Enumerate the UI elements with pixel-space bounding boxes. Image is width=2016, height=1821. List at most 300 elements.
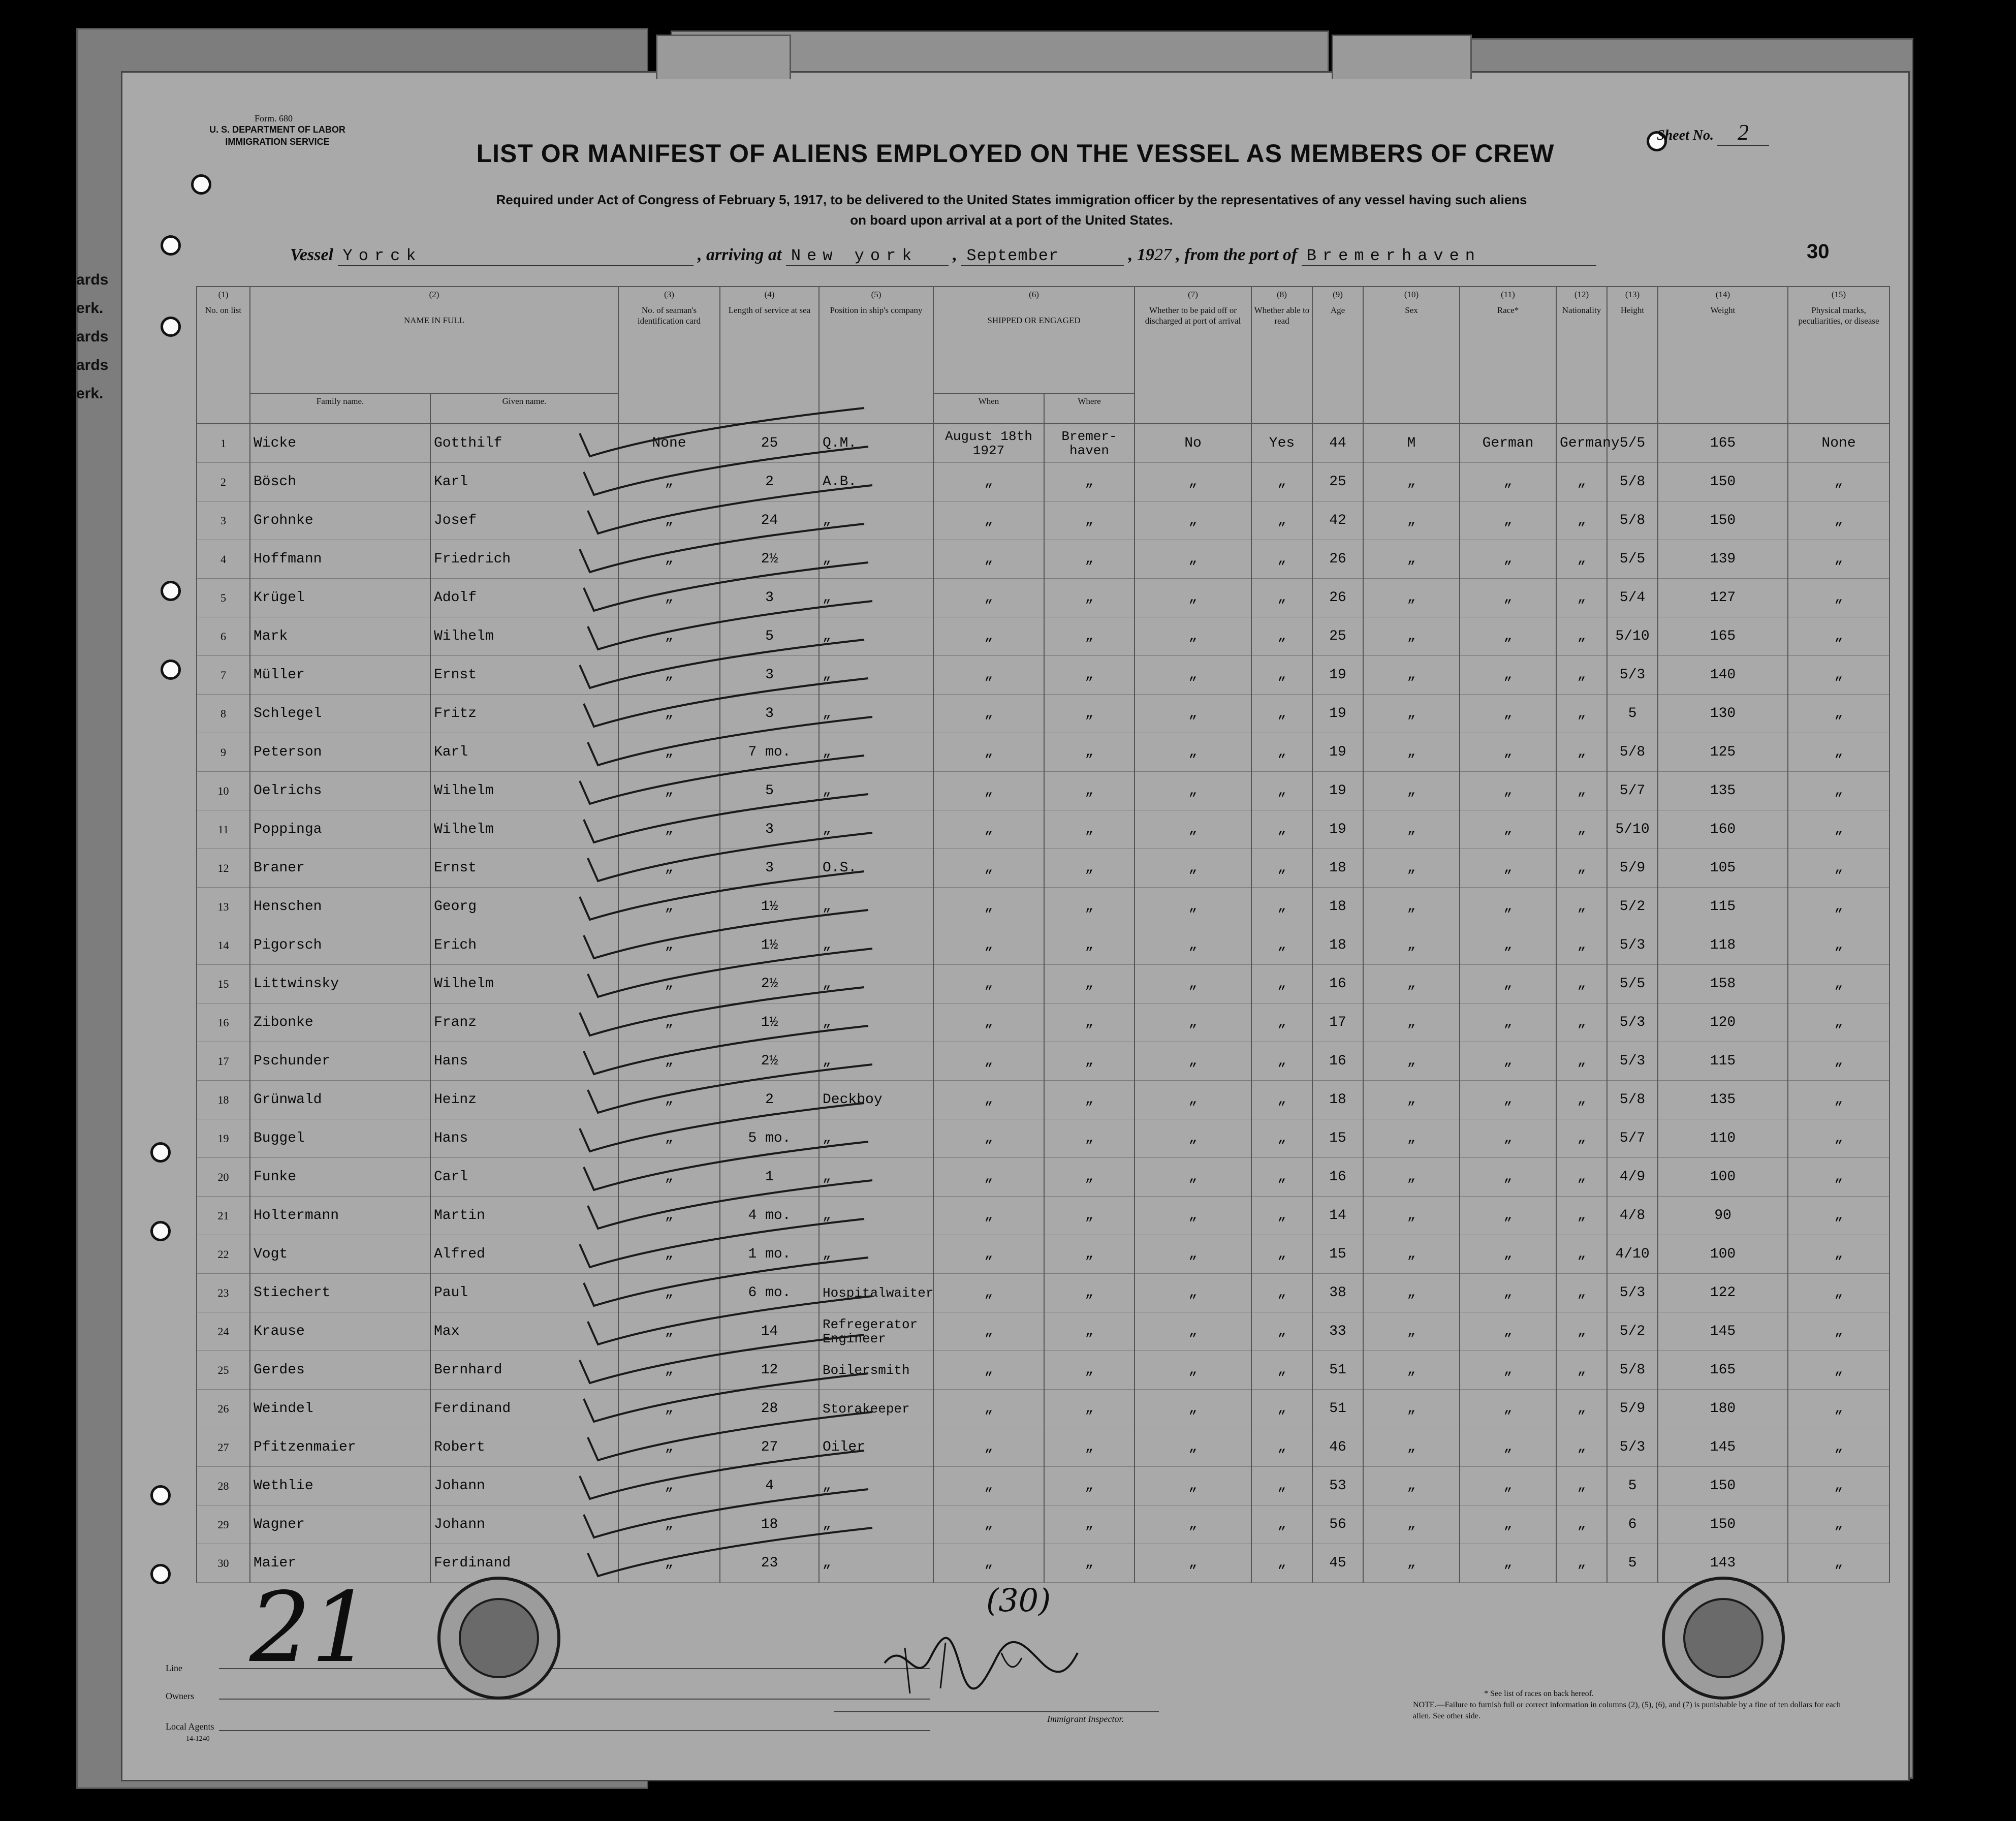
cell-card: „ bbox=[618, 1158, 720, 1197]
cell-no: 8 bbox=[197, 695, 250, 733]
cell-read: „ bbox=[1251, 1158, 1312, 1197]
cell-paid: „ bbox=[1135, 1351, 1251, 1390]
cell-read: „ bbox=[1251, 1042, 1312, 1081]
cell-read: „ bbox=[1251, 501, 1312, 540]
cell-service: 5 bbox=[720, 772, 819, 810]
cell-where: „ bbox=[1044, 1119, 1135, 1158]
cell-race: „ bbox=[1460, 926, 1556, 965]
cell-height: 5/4 bbox=[1607, 579, 1658, 617]
cell-age: 26 bbox=[1312, 540, 1363, 579]
inspector-rule bbox=[834, 1711, 1159, 1712]
cell-height: 6 bbox=[1607, 1505, 1658, 1544]
cell-race: „ bbox=[1460, 1390, 1556, 1428]
cell-age: 42 bbox=[1312, 501, 1363, 540]
cell-position: „ bbox=[819, 540, 933, 579]
cell-given: Hans bbox=[430, 1119, 618, 1158]
cell-weight: 127 bbox=[1658, 579, 1788, 617]
cell-read: „ bbox=[1251, 1119, 1312, 1158]
cell-weight: 145 bbox=[1658, 1428, 1788, 1467]
cell-weight: 150 bbox=[1658, 463, 1788, 501]
cell-when: „ bbox=[933, 1003, 1044, 1042]
cell-sex: „ bbox=[1363, 1042, 1460, 1081]
cell-paid: „ bbox=[1135, 1197, 1251, 1235]
cell-when: „ bbox=[933, 810, 1044, 849]
cell-paid: „ bbox=[1135, 1428, 1251, 1467]
cell-where: „ bbox=[1044, 1544, 1135, 1583]
cell-no: 5 bbox=[197, 579, 250, 617]
cell-when: „ bbox=[933, 1467, 1044, 1505]
cell-marks: „ bbox=[1788, 1235, 1889, 1274]
sheet-number-value: 2 bbox=[1717, 120, 1769, 146]
margin-fragment: erk. bbox=[76, 300, 104, 317]
cell-given: Gotthilf bbox=[430, 424, 618, 463]
table-row bbox=[197, 1235, 1889, 1274]
cell-age: 15 bbox=[1312, 1235, 1363, 1274]
cell-nationality: „ bbox=[1556, 1274, 1607, 1312]
cell-race: „ bbox=[1460, 1119, 1556, 1158]
cell-no: 16 bbox=[197, 1003, 250, 1042]
vessel-line: Vessel Yorck , arriving at New york , September , 1927 , from the port of Bremerhaven bbox=[290, 245, 1809, 266]
cell-marks: „ bbox=[1788, 1544, 1889, 1583]
cell-family: Vogt bbox=[250, 1235, 430, 1274]
cell-sex: „ bbox=[1363, 695, 1460, 733]
cell-card: „ bbox=[618, 1505, 720, 1544]
cell-age: 18 bbox=[1312, 888, 1363, 926]
header-race: (11) Race* bbox=[1460, 287, 1556, 424]
cell-card: „ bbox=[618, 888, 720, 926]
cell-weight: 100 bbox=[1658, 1158, 1788, 1197]
cell-no: 17 bbox=[197, 1042, 250, 1081]
cell-weight: 122 bbox=[1658, 1274, 1788, 1312]
cell-when: „ bbox=[933, 1544, 1044, 1583]
cell-read: „ bbox=[1251, 733, 1312, 772]
cell-family: Henschen bbox=[250, 888, 430, 926]
cell-marks: „ bbox=[1788, 695, 1889, 733]
cell-family: Grünwald bbox=[250, 1081, 430, 1119]
cell-age: 51 bbox=[1312, 1351, 1363, 1390]
cell-race: „ bbox=[1460, 772, 1556, 810]
cell-weight: 150 bbox=[1658, 1467, 1788, 1505]
cell-when: „ bbox=[933, 540, 1044, 579]
cell-position: „ bbox=[819, 888, 933, 926]
cell-marks: „ bbox=[1788, 733, 1889, 772]
cell-service: 3 bbox=[720, 810, 819, 849]
cell-race: „ bbox=[1460, 1042, 1556, 1081]
cell-given: Franz bbox=[430, 1003, 618, 1042]
cell-where: „ bbox=[1044, 1197, 1135, 1235]
cell-paid: „ bbox=[1135, 733, 1251, 772]
cell-no: 26 bbox=[197, 1390, 250, 1428]
table-row bbox=[197, 810, 1889, 849]
cell-sex: „ bbox=[1363, 888, 1460, 926]
cell-position: „ bbox=[819, 1505, 933, 1544]
cell-card: „ bbox=[618, 849, 720, 888]
local-agents-label: Local Agents bbox=[166, 1721, 214, 1732]
cell-sex: „ bbox=[1363, 579, 1460, 617]
cell-service: 1 bbox=[720, 1158, 819, 1197]
owners-rule bbox=[219, 1699, 930, 1700]
cell-position: Storakeeper bbox=[819, 1390, 933, 1428]
cell-family: Stiechert bbox=[250, 1274, 430, 1312]
cell-when: „ bbox=[933, 1158, 1044, 1197]
manifest-sheet bbox=[121, 71, 1910, 1781]
table-row bbox=[197, 1351, 1889, 1390]
cell-sex: „ bbox=[1363, 965, 1460, 1003]
cell-nationality: „ bbox=[1556, 810, 1607, 849]
cell-height: 4/10 bbox=[1607, 1235, 1658, 1274]
cell-age: 44 bbox=[1312, 424, 1363, 463]
arrival-month: September bbox=[961, 246, 1124, 266]
underlying-sheet-margin-text bbox=[0, 269, 117, 422]
table-row bbox=[197, 695, 1889, 733]
table-row bbox=[197, 579, 1889, 617]
cell-paid: „ bbox=[1135, 1119, 1251, 1158]
cell-weight: 150 bbox=[1658, 1505, 1788, 1544]
cell-no: 6 bbox=[197, 617, 250, 656]
vessel-label: Vessel bbox=[290, 245, 333, 264]
cell-height: 5 bbox=[1607, 695, 1658, 733]
cell-position: „ bbox=[819, 733, 933, 772]
punch-hole bbox=[161, 317, 181, 337]
cell-no: 14 bbox=[197, 926, 250, 965]
table-row bbox=[197, 1274, 1889, 1312]
table-row bbox=[197, 1119, 1889, 1158]
cell-when: „ bbox=[933, 849, 1044, 888]
cell-nationality: „ bbox=[1556, 1042, 1607, 1081]
cell-no: 1 bbox=[197, 424, 250, 463]
department-name: U. S. DEPARTMENT OF LABOR bbox=[209, 124, 345, 135]
cell-race: „ bbox=[1460, 617, 1556, 656]
cell-age: 18 bbox=[1312, 1081, 1363, 1119]
cell-given: Ferdinand bbox=[430, 1390, 618, 1428]
cell-race: „ bbox=[1460, 656, 1556, 695]
cell-position: O.S. bbox=[819, 849, 933, 888]
cell-given: Wilhelm bbox=[430, 810, 618, 849]
cell-sex: „ bbox=[1363, 1081, 1460, 1119]
cell-nationality: „ bbox=[1556, 501, 1607, 540]
cell-given: Ernst bbox=[430, 656, 618, 695]
cell-no: 15 bbox=[197, 965, 250, 1003]
cell-sex: „ bbox=[1363, 1428, 1460, 1467]
crew-rows bbox=[197, 424, 1889, 1583]
cell-no: 20 bbox=[197, 1158, 250, 1197]
cell-no: 24 bbox=[197, 1312, 250, 1351]
cell-service: 2 bbox=[720, 1081, 819, 1119]
arriving-label: , arriving at bbox=[698, 245, 782, 264]
cell-when: „ bbox=[933, 1235, 1044, 1274]
cell-given: Josef bbox=[430, 501, 618, 540]
cell-where: „ bbox=[1044, 733, 1135, 772]
cell-given: Johann bbox=[430, 1467, 618, 1505]
header-position: (5) Position in ship's company bbox=[819, 287, 933, 424]
table-row bbox=[197, 424, 1889, 463]
cell-paid: „ bbox=[1135, 849, 1251, 888]
cell-sex: „ bbox=[1363, 1119, 1460, 1158]
cell-sex: „ bbox=[1363, 1312, 1460, 1351]
cell-read: „ bbox=[1251, 1428, 1312, 1467]
cell-service: 27 bbox=[720, 1428, 819, 1467]
cell-when: August 18th 1927 bbox=[933, 424, 1044, 463]
departure-port: Bremerhaven bbox=[1302, 246, 1596, 266]
cell-family: Krause bbox=[250, 1312, 430, 1351]
cell-given: Karl bbox=[430, 733, 618, 772]
cell-age: 19 bbox=[1312, 656, 1363, 695]
cell-paid: „ bbox=[1135, 1003, 1251, 1042]
cell-sex: M bbox=[1363, 424, 1460, 463]
sheet-number-label: Sheet No. bbox=[1657, 128, 1714, 143]
cell-card: „ bbox=[618, 810, 720, 849]
cell-service: 2 bbox=[720, 463, 819, 501]
cell-read: „ bbox=[1251, 656, 1312, 695]
cell-no: 28 bbox=[197, 1467, 250, 1505]
cell-marks: „ bbox=[1788, 1428, 1889, 1467]
cell-service: 4 bbox=[720, 1467, 819, 1505]
consulate-seal-left bbox=[437, 1577, 560, 1700]
cell-card: „ bbox=[618, 1428, 720, 1467]
header-length-service: (4) Length of service at sea bbox=[720, 287, 819, 424]
consulate-seal-right bbox=[1662, 1577, 1785, 1700]
cell-where: „ bbox=[1044, 1081, 1135, 1119]
table-row bbox=[197, 888, 1889, 926]
cell-given: Adolf bbox=[430, 579, 618, 617]
cell-marks: „ bbox=[1788, 1119, 1889, 1158]
cell-position: Deckboy bbox=[819, 1081, 933, 1119]
cell-read: „ bbox=[1251, 1235, 1312, 1274]
cell-race: „ bbox=[1460, 810, 1556, 849]
cell-race: „ bbox=[1460, 540, 1556, 579]
header-when: When bbox=[933, 393, 1044, 424]
cell-paid: „ bbox=[1135, 965, 1251, 1003]
cell-family: Schlegel bbox=[250, 695, 430, 733]
cell-weight: 135 bbox=[1658, 1081, 1788, 1119]
cell-nationality: „ bbox=[1556, 1544, 1607, 1583]
cell-weight: 165 bbox=[1658, 617, 1788, 656]
cell-marks: „ bbox=[1788, 810, 1889, 849]
cell-when: „ bbox=[933, 1390, 1044, 1428]
cell-card: „ bbox=[618, 772, 720, 810]
cell-nationality: „ bbox=[1556, 656, 1607, 695]
cell-sex: „ bbox=[1363, 810, 1460, 849]
cell-position: „ bbox=[819, 1544, 933, 1583]
cell-race: „ bbox=[1460, 849, 1556, 888]
table-row bbox=[197, 1428, 1889, 1467]
cell-nationality: „ bbox=[1556, 733, 1607, 772]
cell-height: 5/8 bbox=[1607, 501, 1658, 540]
cell-age: 14 bbox=[1312, 1197, 1363, 1235]
cell-age: 53 bbox=[1312, 1467, 1363, 1505]
cell-marks: „ bbox=[1788, 501, 1889, 540]
table-row bbox=[197, 540, 1889, 579]
cell-where: „ bbox=[1044, 1312, 1135, 1351]
cell-read: „ bbox=[1251, 849, 1312, 888]
cell-sex: „ bbox=[1363, 1390, 1460, 1428]
cell-family: Pschunder bbox=[250, 1042, 430, 1081]
cell-read: „ bbox=[1251, 1003, 1312, 1042]
punch-hole bbox=[150, 1564, 171, 1584]
cell-marks: „ bbox=[1788, 1505, 1889, 1544]
header-weight: (14) Weight bbox=[1658, 287, 1788, 424]
cell-marks: „ bbox=[1788, 772, 1889, 810]
header-where: Where bbox=[1044, 393, 1135, 424]
cell-paid: „ bbox=[1135, 1467, 1251, 1505]
cell-sex: „ bbox=[1363, 617, 1460, 656]
cell-card: „ bbox=[618, 733, 720, 772]
cell-position: „ bbox=[819, 1235, 933, 1274]
cell-read: „ bbox=[1251, 1312, 1312, 1351]
cell-service: 3 bbox=[720, 695, 819, 733]
cell-when: „ bbox=[933, 1351, 1044, 1390]
cell-card: „ bbox=[618, 1351, 720, 1390]
cell-height: 5/3 bbox=[1607, 1428, 1658, 1467]
cell-given: Heinz bbox=[430, 1081, 618, 1119]
cell-nationality: „ bbox=[1556, 1467, 1607, 1505]
cell-sex: „ bbox=[1363, 1544, 1460, 1583]
cell-height: 5/3 bbox=[1607, 1274, 1658, 1312]
header-nationality: (12) Nationality bbox=[1556, 287, 1607, 424]
cell-weight: 118 bbox=[1658, 926, 1788, 965]
cell-when: „ bbox=[933, 965, 1044, 1003]
cell-marks: „ bbox=[1788, 1197, 1889, 1235]
cell-paid: „ bbox=[1135, 1235, 1251, 1274]
cell-position: „ bbox=[819, 1158, 933, 1197]
cell-marks: „ bbox=[1788, 926, 1889, 965]
cell-height: 5/8 bbox=[1607, 1081, 1658, 1119]
cell-marks: „ bbox=[1788, 617, 1889, 656]
cell-height: 5/8 bbox=[1607, 733, 1658, 772]
cell-where: „ bbox=[1044, 540, 1135, 579]
header-shipped: (6) SHIPPED OR ENGAGED bbox=[933, 287, 1135, 393]
cell-sex: „ bbox=[1363, 733, 1460, 772]
cell-race: „ bbox=[1460, 888, 1556, 926]
cell-height: 5/10 bbox=[1607, 617, 1658, 656]
cell-nationality: „ bbox=[1556, 463, 1607, 501]
cell-service: 3 bbox=[720, 656, 819, 695]
cell-when: „ bbox=[933, 1042, 1044, 1081]
cell-paid: „ bbox=[1135, 772, 1251, 810]
sheet-count: 30 bbox=[1807, 240, 1830, 263]
cell-weight: 115 bbox=[1658, 888, 1788, 926]
cell-given: Martin bbox=[430, 1197, 618, 1235]
cell-where: „ bbox=[1044, 695, 1135, 733]
cell-height: 5/5 bbox=[1607, 965, 1658, 1003]
cell-position: „ bbox=[819, 579, 933, 617]
cell-age: 16 bbox=[1312, 1158, 1363, 1197]
cell-service: 3 bbox=[720, 849, 819, 888]
cell-marks: „ bbox=[1788, 1274, 1889, 1312]
cell-given: Ernst bbox=[430, 849, 618, 888]
cell-service: 1 mo. bbox=[720, 1235, 819, 1274]
cell-sex: „ bbox=[1363, 1505, 1460, 1544]
cell-when: „ bbox=[933, 1274, 1044, 1312]
inspector-signature bbox=[874, 1627, 1088, 1704]
cell-family: Maier bbox=[250, 1544, 430, 1583]
cell-nationality: „ bbox=[1556, 617, 1607, 656]
margin-fragment: erk. bbox=[76, 385, 104, 402]
cell-age: 18 bbox=[1312, 849, 1363, 888]
cell-where: „ bbox=[1044, 926, 1135, 965]
cell-weight: 110 bbox=[1658, 1119, 1788, 1158]
cell-age: 15 bbox=[1312, 1119, 1363, 1158]
circled-total: (30) bbox=[986, 1582, 1051, 1619]
cell-position: „ bbox=[819, 501, 933, 540]
cell-marks: „ bbox=[1788, 1158, 1889, 1197]
cell-card: „ bbox=[618, 926, 720, 965]
cell-height: 5/5 bbox=[1607, 424, 1658, 463]
cell-age: 25 bbox=[1312, 617, 1363, 656]
cell-position: „ bbox=[819, 1467, 933, 1505]
cell-paid: „ bbox=[1135, 579, 1251, 617]
penalty-note: NOTE.—Failure to furnish full or correct information in columns (2), (5), (6), and (7) is punishable by a fine of ten dollars for each alien. See other side. bbox=[1413, 1701, 1841, 1720]
cell-read: „ bbox=[1251, 1351, 1312, 1390]
cell-given: Hans bbox=[430, 1042, 618, 1081]
cell-card: „ bbox=[618, 1274, 720, 1312]
cell-when: „ bbox=[933, 579, 1044, 617]
cell-paid: „ bbox=[1135, 540, 1251, 579]
table-row bbox=[197, 1390, 1889, 1428]
cell-card: „ bbox=[618, 1312, 720, 1351]
sheet-tab-left bbox=[656, 35, 791, 79]
page-subtitle bbox=[275, 190, 1748, 230]
cell-service: 28 bbox=[720, 1390, 819, 1428]
punch-hole bbox=[150, 1221, 171, 1241]
cell-sex: „ bbox=[1363, 849, 1460, 888]
cell-sex: „ bbox=[1363, 540, 1460, 579]
cell-where: „ bbox=[1044, 1274, 1135, 1312]
cell-service: 2½ bbox=[720, 1042, 819, 1081]
cell-given: Max bbox=[430, 1312, 618, 1351]
cell-age: 38 bbox=[1312, 1274, 1363, 1312]
cell-position: „ bbox=[819, 695, 933, 733]
cell-family: Pigorsch bbox=[250, 926, 430, 965]
cell-marks: „ bbox=[1788, 888, 1889, 926]
cell-race: „ bbox=[1460, 1003, 1556, 1042]
cell-card: „ bbox=[618, 1042, 720, 1081]
cell-nationality: „ bbox=[1556, 1428, 1607, 1467]
cell-read: „ bbox=[1251, 1274, 1312, 1312]
cell-nationality: „ bbox=[1556, 888, 1607, 926]
cell-age: 16 bbox=[1312, 965, 1363, 1003]
vessel-name: Yorck bbox=[338, 246, 694, 266]
cell-marks: „ bbox=[1788, 965, 1889, 1003]
cell-read: „ bbox=[1251, 1505, 1312, 1544]
cell-where: „ bbox=[1044, 1505, 1135, 1544]
cell-height: 5/7 bbox=[1607, 1119, 1658, 1158]
cell-weight: 135 bbox=[1658, 772, 1788, 810]
arrival-port: New york bbox=[786, 246, 949, 266]
cell-where: „ bbox=[1044, 965, 1135, 1003]
cell-sex: „ bbox=[1363, 926, 1460, 965]
cell-height: 5/3 bbox=[1607, 1003, 1658, 1042]
cell-race: „ bbox=[1460, 579, 1556, 617]
cell-when: „ bbox=[933, 1505, 1044, 1544]
cell-age: 19 bbox=[1312, 733, 1363, 772]
cell-family: Wicke bbox=[250, 424, 430, 463]
cell-family: Holtermann bbox=[250, 1197, 430, 1235]
cell-race: „ bbox=[1460, 1428, 1556, 1467]
table-row bbox=[197, 1467, 1889, 1505]
cell-service: 5 mo. bbox=[720, 1119, 819, 1158]
cell-weight: 158 bbox=[1658, 965, 1788, 1003]
cell-weight: 120 bbox=[1658, 1003, 1788, 1042]
cell-family: Littwinsky bbox=[250, 965, 430, 1003]
cell-race: „ bbox=[1460, 1197, 1556, 1235]
cell-family: Pfitzenmaier bbox=[250, 1428, 430, 1467]
cell-age: 33 bbox=[1312, 1312, 1363, 1351]
cell-race: German bbox=[1460, 424, 1556, 463]
cell-service: 1½ bbox=[720, 888, 819, 926]
cell-race: „ bbox=[1460, 965, 1556, 1003]
cell-marks: „ bbox=[1788, 1390, 1889, 1428]
